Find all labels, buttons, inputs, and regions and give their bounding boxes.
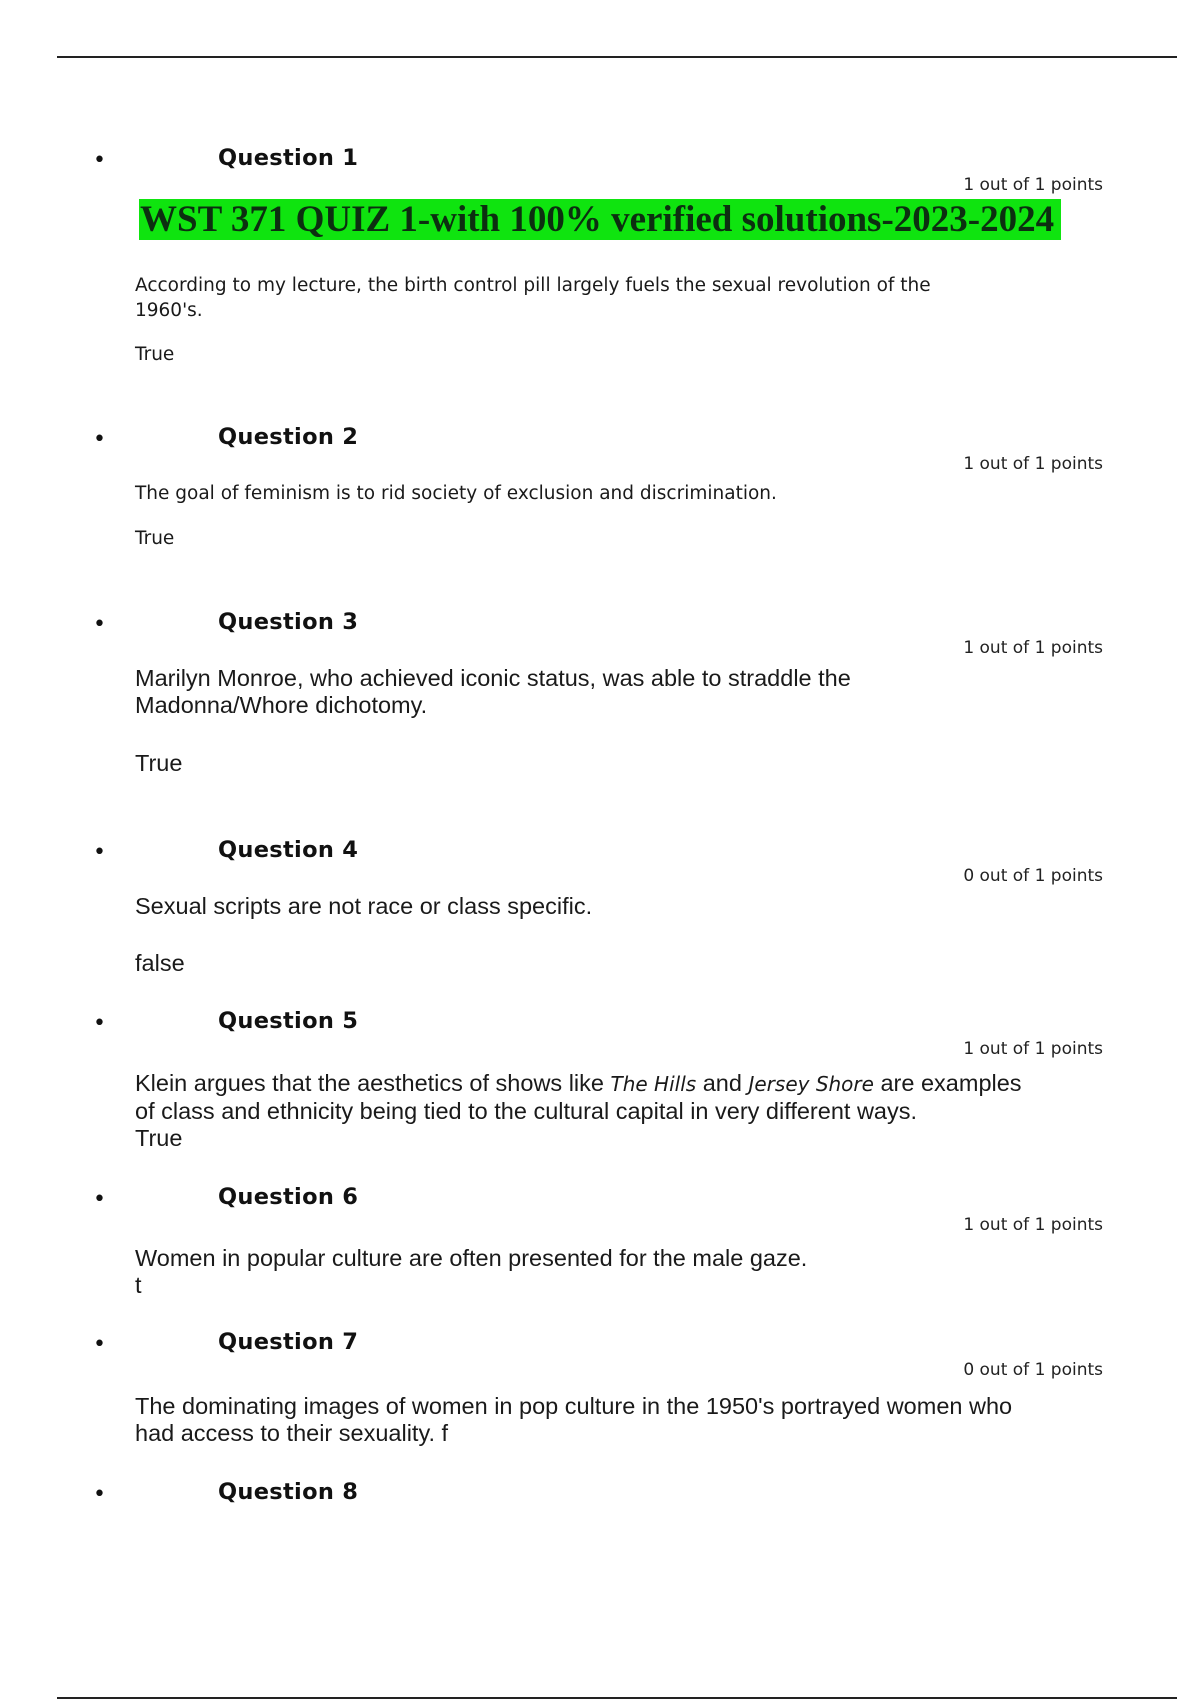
question-text-line: of class and ethnicity being tied to the cultural capital in very different ways. xyxy=(135,1098,918,1124)
answer-text: True xyxy=(135,344,175,365)
question-text xyxy=(135,665,851,719)
show-title: The Hills xyxy=(610,1072,697,1096)
answer-text: True xyxy=(135,750,183,776)
points-score: 1 out of 1 points xyxy=(963,1039,1103,1059)
bottom-rule xyxy=(57,1697,1177,1699)
question-text-line: Madonna/Whore dichotomy. xyxy=(135,692,428,718)
answer-text: false xyxy=(135,950,185,976)
question-text xyxy=(135,1393,1012,1447)
answer-text: True xyxy=(135,1125,183,1151)
points-score: 0 out of 1 points xyxy=(963,866,1103,886)
bullet-icon: • xyxy=(93,1332,106,1357)
question-text-line: 1960's. xyxy=(135,300,203,321)
bullet-icon: • xyxy=(93,427,106,452)
document-title-banner: WST 371 QUIZ 1-with 100% verified solutions-2023-2024 xyxy=(139,199,1061,240)
question-text-line: The dominating images of women in pop culture in the 1950's portrayed women who xyxy=(135,1393,1013,1419)
question-text xyxy=(135,1245,807,1299)
bullet-icon: • xyxy=(93,1187,106,1212)
bullet-icon: • xyxy=(93,148,106,173)
text-segment: Klein argues that the aesthetics of shows like xyxy=(135,1070,611,1096)
text-segment: and xyxy=(696,1070,749,1096)
question-text-line: Women in popular culture are often presented for the male gaze. xyxy=(135,1245,808,1271)
bullet-icon: • xyxy=(93,840,106,865)
question-title: Question 3 xyxy=(218,609,359,635)
question-text xyxy=(135,273,931,323)
question-text-line: had access to their sexuality. f xyxy=(135,1420,449,1446)
question-title: Question 6 xyxy=(218,1184,359,1210)
answer-text: True xyxy=(135,528,175,549)
question-title: Question 5 xyxy=(218,1008,359,1034)
question-text: Sexual scripts are not race or class specific. xyxy=(135,893,593,919)
question-text: The goal of feminism is to rid society of exclusion and discrimination. xyxy=(135,483,777,504)
question-text-line xyxy=(135,1070,1022,1098)
question-text xyxy=(135,1070,1022,1152)
points-score: 1 out of 1 points xyxy=(963,175,1103,195)
points-score: 0 out of 1 points xyxy=(963,1360,1103,1380)
top-rule xyxy=(57,56,1177,58)
question-title: Question 7 xyxy=(218,1329,359,1355)
points-score: 1 out of 1 points xyxy=(963,638,1103,658)
text-segment: are examples xyxy=(873,1070,1022,1096)
answer-text: t xyxy=(135,1272,142,1298)
points-score: 1 out of 1 points xyxy=(963,1215,1103,1235)
points-score: 1 out of 1 points xyxy=(963,454,1103,474)
bullet-icon: • xyxy=(93,612,106,637)
bullet-icon: • xyxy=(93,1011,106,1036)
question-title: Question 4 xyxy=(218,837,359,863)
question-text-line: Marilyn Monroe, who achieved iconic status, was able to straddle the xyxy=(135,665,851,691)
show-title: Jersey Shore xyxy=(748,1072,874,1096)
question-text-line: According to my lecture, the birth control pill largely fuels the sexual revolution of the xyxy=(135,275,931,296)
question-title: Question 8 xyxy=(218,1479,359,1505)
question-title: Question 2 xyxy=(218,424,359,450)
bullet-icon: • xyxy=(93,1482,106,1507)
question-title: Question 1 xyxy=(218,145,359,171)
